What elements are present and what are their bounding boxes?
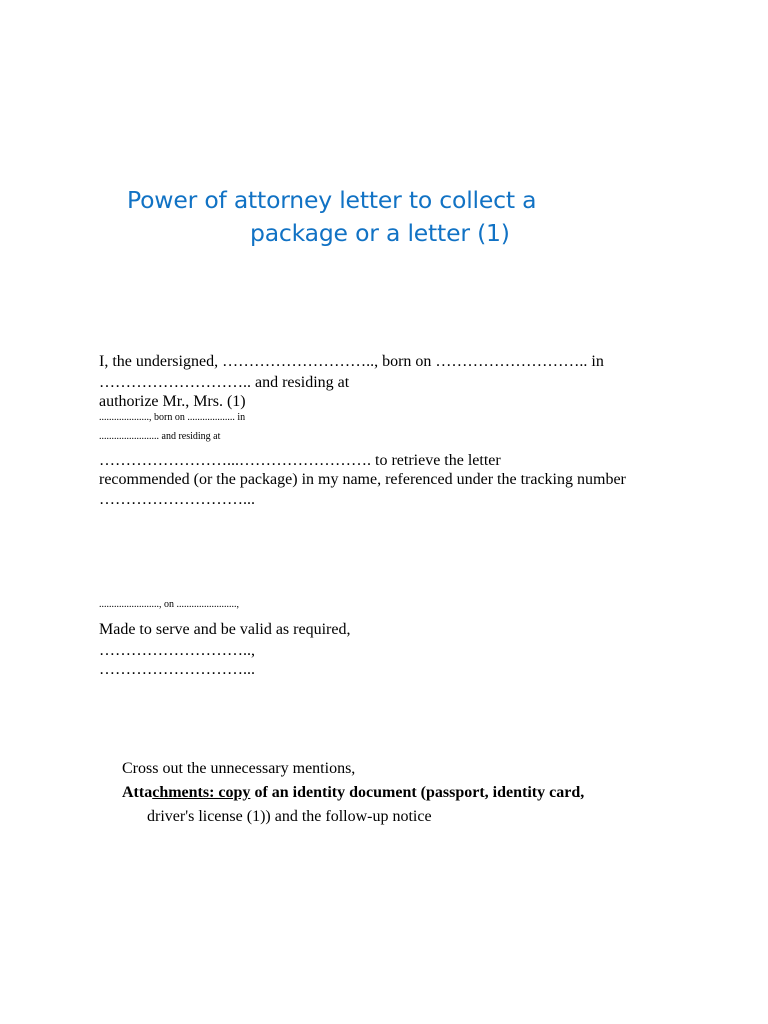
- residing-line: ……………………….. and residing at: [99, 374, 350, 391]
- signature-line-1: ………………………..,: [99, 642, 255, 659]
- place-date-line: ........................, on ........................,: [99, 599, 239, 610]
- attachments-underlined: chments: copy: [152, 784, 251, 801]
- proxy-born-line: ...................., born on ................... in: [99, 412, 246, 423]
- signature-line-2: ………………………...: [99, 661, 255, 678]
- closing-line: Made to serve and be valid as required,: [99, 621, 351, 638]
- document-title-line-1: Power of attorney letter to collect a: [127, 186, 537, 214]
- document-title-line-2: package or a letter (1): [250, 219, 510, 247]
- authorize-line: authorize Mr., Mrs. (1): [99, 393, 246, 410]
- attachments-continuation: driver's license (1)) and the follow-up notice: [147, 808, 432, 825]
- cross-out-note: Cross out the unnecessary mentions,: [122, 760, 356, 777]
- tracking-number-line: ………………………...: [99, 491, 255, 508]
- attachments-prefix: Atta: [122, 784, 153, 801]
- retrieve-line: ……………………...……………………. to retrieve the letter: [99, 452, 501, 469]
- undersigned-line: I, the undersigned, ……………………….., born on ……………………….. in: [99, 353, 604, 370]
- tracking-line: recommended (or the package) in my name, referenced under the tracking number: [99, 471, 626, 488]
- proxy-residing-line: ........................ and residing at: [99, 431, 221, 442]
- attachments-line: [122, 783, 584, 803]
- attachments-rest: of an identity document (passport, identity card,: [250, 784, 585, 801]
